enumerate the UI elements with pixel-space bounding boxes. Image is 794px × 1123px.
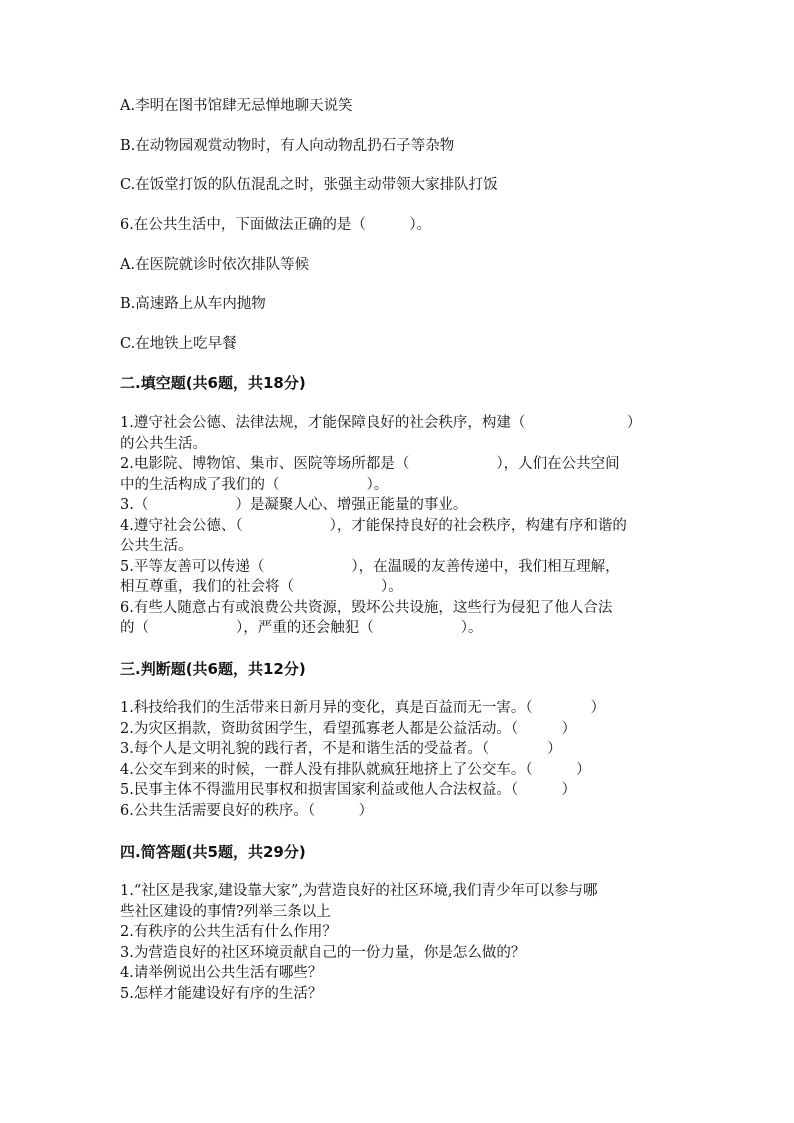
fill-line: 4.遵守社会公德、（ ），才能保持良好的社会秩序，构建有序和谐的 [120,517,627,534]
fill-line: 公共生活。 [120,538,193,554]
fill-line: 相互尊重，我们的社会将（ ）。 [120,579,403,595]
judge-line: 1.科技给我们的生活带来日新月异的变化，真是百益而无一害。（ ） [120,700,606,716]
short-answer-line: 4.请举例说出公共生活有哪些？ [120,965,323,981]
short-answer-line: 5.怎样才能建设好有序的生活？ [120,985,323,1002]
section-4-heading: 四.简答题(共5题，共29分) [120,843,306,861]
option-c-top: C.在饭堂打饭的队伍混乱之时，张强主动带领大家排队打饭 [120,177,498,193]
question-6-option-c: C.在地铁上吃早餐 [120,336,237,352]
option-b-top: B.在动物园观赏动物时，有人向动物乱扔石子等杂物 [120,138,455,154]
question-6-option-b: B.高速路上从车内抛物 [120,296,266,312]
section-2-body [120,413,680,639]
short-answer-line: 2.有秩序的公共生活有什么作用？ [120,924,337,940]
fill-line: 2.电影院、博物馆、集市、医院等场所都是（ ），人们在公共空间 [120,456,620,472]
fill-line: 的公共生活。 [120,435,207,452]
section-4-body [120,881,680,1004]
judge-line: 3.每个人是文明礼貌的践行者，不是和谐生活的受益者。（ ） [120,741,562,757]
fill-line: 1.遵守社会公德、法律法规，才能保障良好的社会秩序，构建（ ） [120,415,642,431]
section-3-body [120,698,680,821]
fill-line: 中的生活构成了我们的（ ）。 [120,476,389,493]
short-answer-line: 3.为营造良好的社区环境贡献自己的一份力量，你是怎么做的？ [120,944,526,961]
fill-line: 的（ ），严重的还会触犯（ ）。 [120,620,483,636]
question-6-stem: 6.在公共生活中，下面做法正确的是（ ）。 [120,217,432,233]
fill-line: 6.有些人随意占有或浪费公共资源，毁坏公共设施，这些行为侵犯了他人合法 [120,599,613,616]
section-3-heading: 三.判断题(共6题，共12分) [120,660,306,678]
question-6-option-a: A.在医院就诊时依次排队等候 [120,257,310,273]
judge-line: 4.公交车到来的时候，一群人没有排队就疯狂地挤上了公交车。（ ） [120,761,591,778]
judge-line: 5.民事主体不得滥用民事权和损害国家利益或他人合法权益。（ ） [120,782,577,798]
fill-line: 5.平等友善可以传递（ ），在温暖的友善传递中，我们相互理解， [120,558,620,575]
judge-line: 6.公共生活需要良好的秩序。（ ） [120,802,374,819]
fill-line: 3.（ ）是凝聚人心、增强正能量的事业。 [120,497,468,513]
short-answer-line: 些社区建设的事情?列举三条以上 [120,903,331,920]
judge-line: 2.为灾区捐款，资助贫困学生，看望孤寡老人都是公益活动。（ ） [120,720,577,737]
section-2-heading: 二.填空题(共6题，共18分) [120,374,306,392]
option-a-top: A.李明在图书馆肆无忌惮地聊天说笑 [120,98,353,114]
short-answer-line: 1.“社区是我家,建设靠大家”,为营造良好的社区环境,我们青少年可以参与哪 [120,883,598,899]
